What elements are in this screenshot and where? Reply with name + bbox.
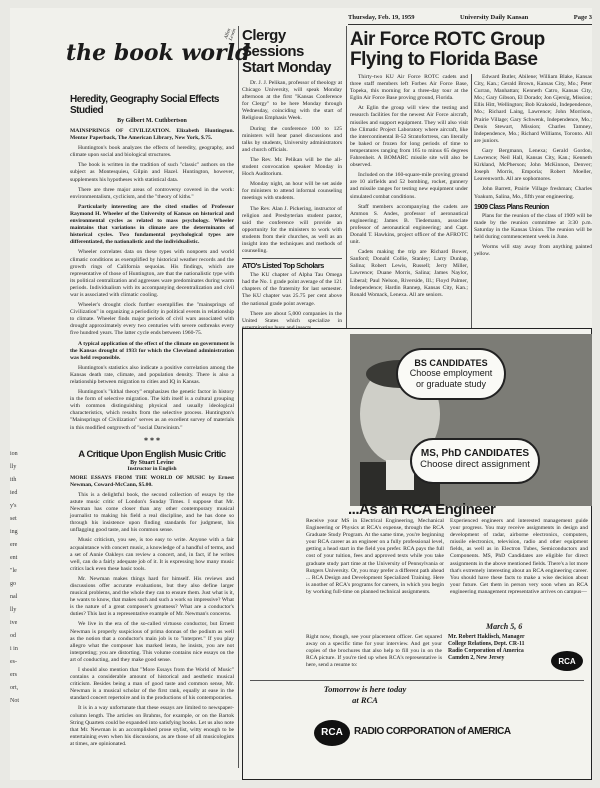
book-world-logo-text: the book world [66,40,251,66]
bs-candidates-bubble [396,348,506,400]
gutter-fragment: ent [10,555,18,561]
rca-address-line1: Mr. Robert Haklisch, Manager [448,634,525,640]
bs-candidates-line3: or graduate study [415,378,487,389]
gutter-fragment: ere [10,542,18,548]
music-review-headline: A Critique Upon English Music Critic [78,448,226,460]
book-world-byline: By Gilbert M. Cuthbertson [117,118,187,124]
clergy-paragraph: The Rev. Alan J. Pickering, instructor of religion and Presbyterian student pastor, said the conference will provide an opportunity for the ministers to work with students from their churches, as well as an insight into the techniques and methods of counseling. [242,205,342,255]
gutter-fragment: y's [10,503,17,509]
rca-ad-column-2 [450,518,588,622]
rca-logo-badge: RCA [314,720,350,746]
music-review-paragraph: We live in the era of the so-called virtuoso conductor, but Ernest Newman is properly suspicious of prima donnas of the podium as well as the notion that a conductor's main job is to "interpret." If you play allegro what the composer has marked lento, he insists, you are not interpreting; you are distorting. This volume contains nice essays on the art of conducting, and they make good sense. [70,621,234,663]
rca-address-line3: Radio Corporation of America [448,648,524,654]
music-review-paragraph: This is a delightful book, the second collection of essays by the astute music critic of London's Sunday Times. I suppose that Mr. Newman has come closer than any other contemporary musical journalist to making his field a real discipline, and he has done so through his insistence upon finding standards for judgment, his unflagging good taste, and his common sense. [70,491,234,534]
rca-footer-logo [314,720,350,746]
rotc-paragraph: Gary Bergmann, Lenexa; Gerald Gordon, Lawrence; Neil Hall, Kansas City, Kan.; Kenneth Kirkland, McPherson; John McKinnon, Denver; Joseph Morris, Emporia; Robert Moeller, Leavenworth. All are sophomores. [474,147,592,183]
rca-contact-paragraph: Right now, though, see your placement officer. Get squared away on a specific time for your interview. And get your copies of the brochures that also help to fill you in on the RCA picture. If you're tied up when RCA's representative is here, send a resume to: [306,634,442,669]
bs-candidates-line2: Choose employment [409,368,493,379]
rotc-paragraph: Edward Butler, Abilene; William Blake, Kansas City, Kan.; Gerald Brown, Kansas City, Mo.; Peter Curran, Manhattan; Kenneth Catro, Kansas City, Mo.; Gary Gibson, El Dorado; Jon Gjersig, Mission; Ellis Hitt, Wellington; Bob Krakoski, Independence, Mo.; Richard Laing, Lawrence; John Morrison, Prairie Village; Gary Schwenk, Independence, Mo.; Denis Stewart, Mission; Charles Tamney, Independence, Mo.; Richard Williams, Toronto. All are juniors. [474,74,592,144]
rca-address-line2: College Relations, Dept. CR-11 [448,641,525,647]
rca-ad-paragraph: Receive your MS in Electrical Engineering, Mechanical Engineering or Physics at RCA's expense, through the RCA Graduate Study Program. At the same time, you're beginning your RCA career as an engineer on a fully professional level, getting a head start in the field you prefer. RCA pays the full cost of your tuition, fees and approved texts while you take graduate study part time at the University of Pennsylvania or Rutgers University. Or, you may prefer a different path ahead ... RCA Design and Development Specialized Training. Here is another of RCA's programs for careers, in which you begin by working full-time on planned technical assignments. [306,518,444,595]
gutter-fragment: od [10,633,16,639]
clergy-paragraph: During the conference 100 to 125 ministers will hear panel discussions and talks by students, University administrators and church officials. [242,125,342,153]
rca-ad-column-1 [306,518,444,626]
music-review-byline: By Stuart Levine [130,459,174,466]
book-world-paragraph: Wheeler's drought clock further exemplifies the "mainsprings of Civilization" in organizing a periodicity in political events in relationship to climate. Wheeler finds major periods of civil wars associated with drought approximately every two centuries with severe outbreaks every five hundred years. The latter cycle ends between 1960-75. [70,302,234,337]
bs-candidates-title: BS CANDIDATES [414,358,488,368]
book-world-bold-paragraph: Particularly interesting are the cited studies of Professor Raymond H. Wheeler of the University of Kansas on historical and environmental cycles as related to mass psychology. Wheeler maintains that variations in climate are the determinants of historical cycles. Two fundamental psychological types are differentiated, the nationalistic and the individualistic. [70,203,234,246]
book-world-paragraph: Wheeler correlates data on these types with nonpoets and world climatic conditions as exemplified by historical weather records and the growth rings of California sequoias. His findings, which are representative of those of Huntington, are that the nationalistic type with its political centralization and aggresses ware predominates during warm periods. Individualism with its accompanying decentralization and civil war is associated with climatic cooling. [70,249,234,298]
section-divider: * * * [144,435,160,445]
gutter-fragment: lly [10,607,17,613]
rca-small-logo [550,650,584,675]
rotc-paragraph: Staff members accompanying the cadets are Ammon S. Andes, professor of aeronautical engineering; James B. Tiedemann, associate professor of aeronautical engineering; and Capt. Donald T. Hawkins, project officer of the AFROTC unit. [350,203,468,246]
rca-contact-text [306,634,442,678]
rotc-paragraph: Cadets making the trip are Richard Bower, Sanford; Donald Collie, Stanley; Larry Dunlap, Salina; Robert Lewis, Russell; Jerry Miller, Lawrence; Duane Morris, Salina; James Naylor, Liberal; Paul Nelson, Riverside, Ill.; Floyd Palmer, Independence; Hardin Rannep, Kansas City, Kan.; Ronald Womack, Lenexa. All are seniors. [350,249,468,298]
clergy-headline [242,28,342,76]
ms-phd-candidates-bubble [410,438,540,484]
gutter-fragment: ers [10,672,17,678]
gutter-fragment: ing [10,529,18,535]
rca-tagline-line1: Tomorrow is here today [323,684,407,694]
book-world-paragraph: Huntington's book analyzes the effects of heredity, geography, and climate upon social and biological structures. [70,145,234,159]
rca-small-logo-text: RCA [558,657,576,666]
gutter-fragment: go [10,581,16,587]
music-review-paragraph: Music criticism, you see, is too easy to write. Anyone with a fair acquaintance with concert music, a knowledge of a handful of terms, and a set of Annie Oakleys can review a concert, and, in fact, if he writes well, can do a fairly adequate job of it. It is expressing how many music critics lack even these basic tools. [70,537,234,572]
book-world-column [70,94,234,780]
rca-ad-paragraph: Experienced engineers and interested management guide your progress. You may receive assignments in design and development of radar, airborne electronics, computers, missile electronics, television, radio and other equipment fields, as well as in Electron Tubes, Semiconductors and Components. MS, PhD Candidates are eligible for direct assignments in the above mentioned fields. There's a lot more that's extremely interesting about an RCA engineering career. You should have these facts to make a wise decision about your future. Get them in person very soon when an RCA engineering management representative arrives on campus— [450,518,588,595]
header-paper: University Daily Kansan [459,14,529,21]
music-review-paragraph: Mr. Newman makes things hard for himself. His reviews and discussions offer accurate evaluations, but they also define larger musical problems, and the whole they can to ensure them. Just what is it, he wants to know, that makes such and such a work so impressive? What is the nature of a great composer's greatness? What are a conductor's duties? This last is a representative example of Mr. Newman's concerns. [70,575,234,618]
book-world-bold-paragraph: A typical application of the effect of the climate on government is the Kansas drought of 1933 for which the Cleveland administration was held responsible. [70,340,234,361]
ms-phd-title: MS, PhD CANDIDATES [420,448,530,459]
gutter-fragment: ive [10,620,18,626]
gutter-fragment: es- [10,659,17,665]
rotc-column-1 [350,74,468,328]
clergy-headline-line2: Start Monday [242,59,332,76]
rotc-headline-line2: Flying to Florida Base [350,49,538,70]
rca-campus-dates: March 5, 6 [486,622,523,631]
rotc-paragraph: Included on the 160-square-mile proving ground are 10 airfields and 52 bombing, rocket, gunnery and missile ranges for testing new equipment under simulated combat conditions. [350,172,468,200]
rca-tagline-line2: at RCA [352,695,378,705]
rotc-headline [350,30,594,70]
gutter-fragment: nal [10,594,18,600]
rca-tagline [300,684,430,718]
book-world-headline: Heredity, Geography Social Effects Studied [70,94,219,116]
music-review-book-info: MORE ESSAYS FROM THE WORLD OF MUSIC by Ernest Newman, Coward-McCann, $5.00. [70,474,234,488]
clergy-paragraph: The Rev. Mr. Pelikan will be the all-student convocation speaker Monday in Hoch Auditorium. [242,156,342,178]
class-plans-paragraph: Plans for the reunion of the class of 1909 will be made by the reunion committee at 3:30 p.m. Saturday in the Kansas Union. The reunion will be held during commencement week in June. [474,212,592,240]
book-world-paragraph: Huntington's statistics also indicate a positive correlation among the Kansas death rate, climate, and population density. There is also a relationship between migration to cities and IQ in Kansas. [70,364,234,385]
rotc-headline-line1: Air Force ROTC Group [350,29,545,50]
clergy-column [242,28,342,328]
rca-address [448,634,588,678]
gutter-fragment: "le [10,568,17,574]
rca-small-logo-svg [550,650,584,672]
page-header [348,11,592,25]
book-world-signature: Allen Lewin [224,28,238,42]
rca-ad-headline: ...As an RCA Engineer [348,501,496,518]
newspaper-page [10,8,592,780]
gutter-fragment: ith [10,477,17,483]
clergy-paragraph: Dr. J. J. Pelikan, professor of theology at Chicago University, will speak Monday afternoon at the first "Kansas Conference for Clergy" to be here Monday through Wednesday, coinciding with the start of Religious Emphasis Week. [242,80,342,122]
header-page-number: Page 3 [573,14,592,21]
clergy-headline-line1: Clergy Sessions [242,27,304,60]
clergy-paragraph: Monday night, an hour will be set aside for ministers to attend informal counseling meetings with students. [242,181,342,202]
gutter-fragment: ort, [10,685,19,691]
book-world-paragraph: Huntington's "kithal theory" emphasizes the genetic factor in history in the form of selective migration. The kith itself is a cultural grouping with common distinguishing physical and usually ideological characteristics, which results from the selective process. Huntington's "Mainsprings of Civilization" serves as an excellent survey of materials in this modified outgrowth of "social Darwinism." [70,389,234,431]
header-date: Thursday, Feb. 19, 1959 [348,14,415,21]
gutter-fragment: set [10,516,17,522]
book-world-logo-area [66,28,251,94]
gutter-fragment: Not [10,698,19,704]
class-plans-headline: 1909 Class Plans Reunion [474,203,549,211]
ato-paragraph: The KU chapter of Alpha Tau Omega had the No. 1 grade point average of the 121 chapters of the fraternity for last semester. The KU chapter was 25.75 per cent above the national grade point average. [242,272,342,307]
rotc-paragraph: John Barrett, Prairie Village freshman; Charles Yoakum, Salina, Mo., fifth year engineering. [474,186,592,200]
gutter-fragment: ion [10,451,18,457]
class-plans-paragraph: Worms will stay away from anything painted yellow. [474,244,592,258]
ms-phd-line2: Choose direct assignment [420,458,530,470]
gutter-fragment: i in [10,646,18,652]
rca-address-line4: Camden 2, New Jersey [448,655,505,661]
gutter-fragment: ied [10,490,18,496]
rca-footer-name: RADIO CORPORATION of AMERICA [354,726,511,737]
rotc-paragraph: At Eglin the group will view the testing and research facilities for the newest Air Force aircraft, missiles and support equipment. They will also visit the Climatic Project Laboratory where aircraft, like the intercontinental B-52 Stratofortress, can literally be baked or frozen for long periods of time to temperatures ranging from 165 to minus 65 degrees Fahrenheit. A BOMARC missile site will also be observed. [350,105,468,169]
gutter-fragment: lly [10,464,17,470]
ato-paragraph: There are about 5,000 companies in the United States which specialize in [242,310,342,324]
gutter-fragments [10,448,20,788]
book-world-paragraph: There are three major areas of controversy covered in the work: environmentalism, cyclicism, and the "theory of kiths." [70,186,234,200]
music-review-byline-role: Instructor in English [127,465,177,472]
book-world-paragraph: The book is written in the tradition of such "classic" authors on the subject as Montesquieu, Gilpin and Hazel. Huntington, however, supplements his hypotheses with statistical data. [70,162,234,183]
ato-headline: ATO's Listed Top Scholars [242,258,342,270]
music-review-paragraph: It is in a way unfortunate that these essays are limited to newspaper-column length. The articles on Brahms, for example, or on the Bartok String Quartets could be expanded into satisfying books. Let us also note that Mr. Newman is an accomplished prose stylist, witty enough to be entertaining even when his discussions, as are those of all musicologists at times, are opinionated. [70,705,234,747]
rotc-column-2 [474,74,592,328]
book-world-book-info: MAINSPRINGS OF CIVILIZATION. Elizabeth Huntington. Mentor Paperback, The American Library, New York, $.75. [70,128,234,142]
music-review-paragraph: I should also mention that "More Essays from the World of Music" contains a considerable amount of historical and aesthetic musical criticism. Besides being a man of good taste and common sense, Mr. Newman is a musical scholar of the first rank, equally at ease in the standard concert repertoire and in the productions of his contemporaries. [70,667,234,702]
rotc-paragraph: Thirty-two KU Air Force ROTC cadets and three staff members left Forbes Air Force Base, Topeka, this morning for a three-day tour at the Eglin Air Force Base proving ground, Florida. [350,74,468,102]
